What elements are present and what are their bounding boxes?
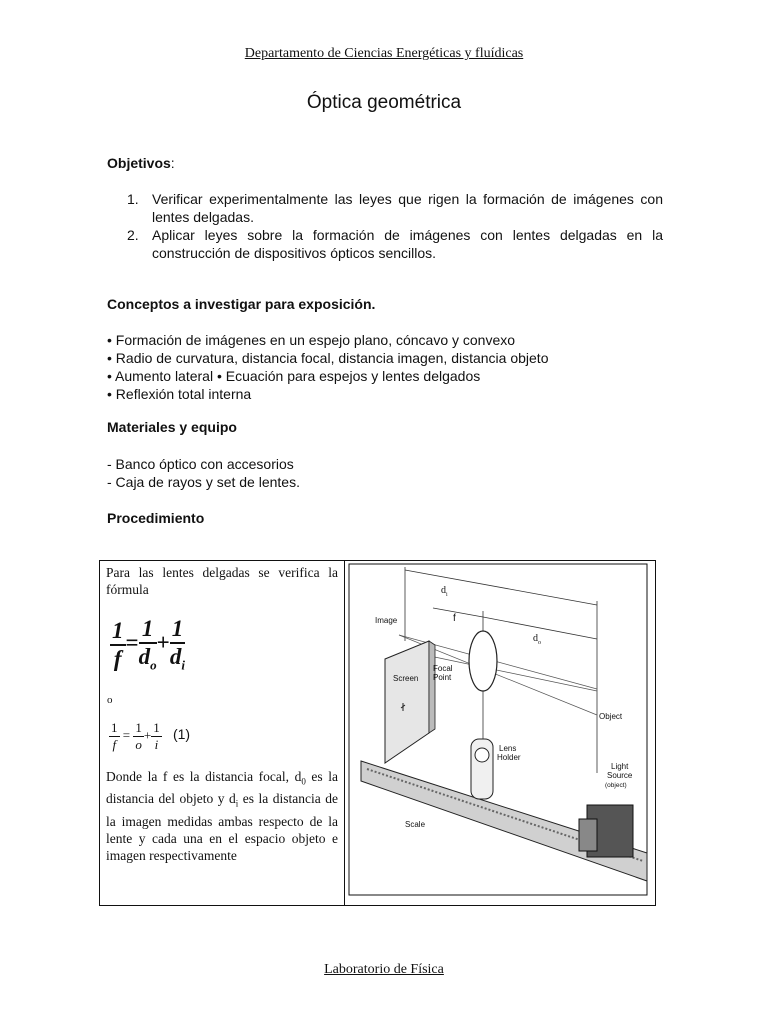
label-screen: Screen [393,674,419,683]
procedure-heading: Procedimiento [107,510,205,526]
label-scale: Scale [405,820,426,829]
formula-explanation: Donde la f es la distancia focal, $d_0$ es la distancia del objeto y $d_i$ es la distancia de la imagen medidas ambas respecto de la lente y cada una en el espacio objeto e imagen respectivamente [106,768,339,863]
label-focal: Focal [433,664,453,673]
page-title: Óptica geométrica [306,92,462,113]
lens-holder-hole [475,748,489,762]
label-do: $d_o$ [533,633,541,646]
objectives-list [107,190,663,262]
lens-element [469,631,497,691]
formula-intro: Para las lentes delgadas se verifica la fórmula [106,565,338,597]
do-dimension-line [483,617,597,639]
objectives-heading: Objetivos: [107,155,175,171]
concept-item: • Radio de curvatura, distancia focal, distancia imagen, distancia objeto [107,350,549,366]
label-di: $d_i$ [441,585,448,598]
label-lens: Lens [499,744,517,753]
diagram-cell [345,561,656,906]
di-dimension-line [405,570,597,605]
or-text: o [107,693,113,706]
label-image: Image [375,616,398,625]
lens-formula-short: $\frac{1}{f}$ = $\frac{1}{o}$ + $\frac{1}{i}$ (1) [111,719,191,752]
material-item: - Banco óptico con accesorios [107,456,294,472]
material-item: - Caja de rayos y set de lentes. [107,474,300,490]
label-point: Point [433,673,452,682]
objective-item: 2. Aplicar leyes sobre la formación de imágenes con lentes delgadas en la construcción de dispositivos ópticos sencillos. [127,227,663,261]
procedure-table [99,560,656,906]
concept-item: • Formación de imágenes en un espejo plano, cóncavo y convexo [107,332,516,348]
formula-cell [100,561,345,906]
optical-bench-diagram [347,563,651,899]
label-holder: Holder [497,753,521,762]
concepts-list [107,331,667,403]
page-footer: Laboratorio de Física [324,962,444,977]
objective-item: 1. Verificar experimentalmente las leyes que rigen la formación de imágenes con lentes delgadas. [127,191,663,225]
label-object: Object [599,712,623,721]
screen-side [429,641,435,733]
screen-panel [385,641,429,763]
page-header: Departamento de Ciencias Energéticas y fluídicas [244,46,524,61]
lens-formula-main: $\frac{1}{f}$ = $\frac{1}{d_o}$ + $\frac{1}{d_i}$ [112,616,186,673]
materials-heading: Materiales y equipo [107,419,237,435]
label-object-paren: (object) [605,782,627,789]
concepts-heading: Conceptos a investigar para exposición. [107,296,376,312]
concept-item: • Reflexión total interna [107,386,252,402]
label-f: f [453,613,456,624]
concept-item: • Aumento lateral • Ecuación para espejos y lentes delgados [107,368,481,384]
light-source-face [579,819,597,851]
label-source: Source [607,771,633,780]
materials-list [107,455,300,491]
f-dimension-line [433,608,483,617]
label-light: Light [611,762,629,771]
